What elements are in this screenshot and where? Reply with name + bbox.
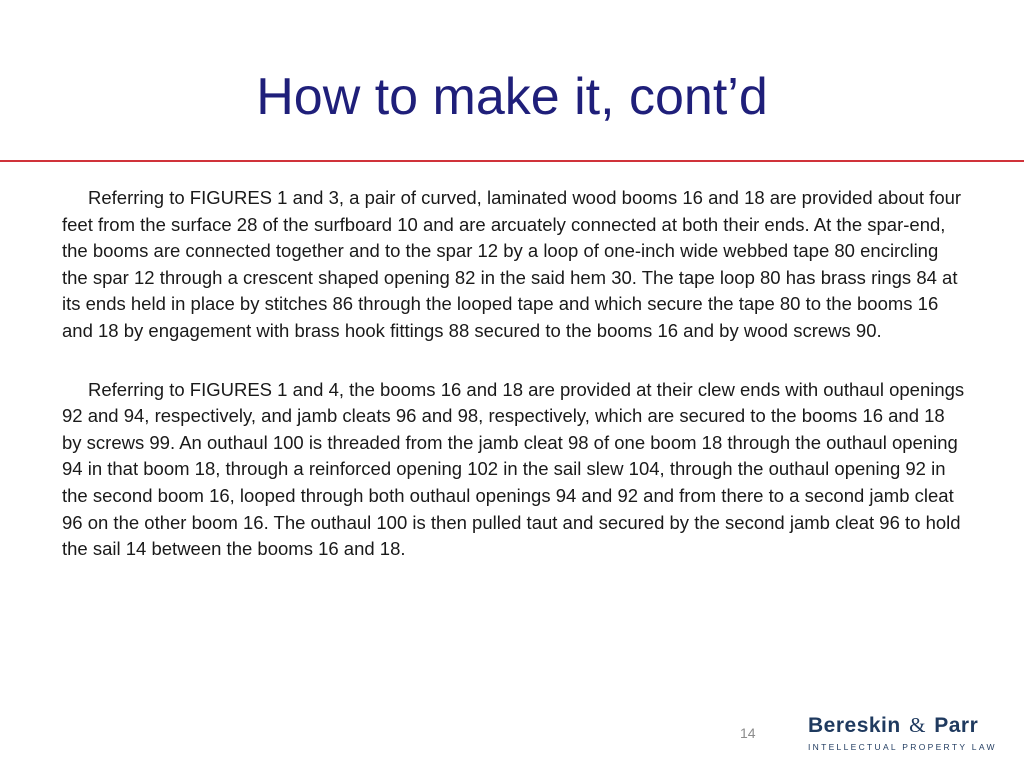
body-paragraph: Referring to FIGURES 1 and 4, the booms 16 and 18 are provided at their clew ends with outhaul openings 92 and 94, respectively, and jamb cleats 96 and 98, respectively, which are secured to the booms 16 and 18 by screws 99. An outhaul 100 is threaded from the jamb cleat 98 of one boom 18 through the outhaul opening 94 in that boom 18, through a reinforced opening 102 in the sail slew 104, through the outhaul opening 92 in the second boom 16, looped through both outhaul openings 94 and 92 and from there to a second jamb cleat 96 on the other boom 16. The outhaul 100 is then pulled taut and secured by the second jamb cleat 96 to hold the sail 14 between the booms 16 and 18. (62, 378, 965, 560)
body-paragraph: Referring to FIGURES 1 and 3, a pair of curved, laminated wood booms 16 and 18 are provided about four feet from the surface 28 of the surfboard 10 and are arcuately connected at both their ends. At the spar-end, the booms are connected together and to the spar 12 by a loop of one-inch wide webbed tape 80 encircling the spar 12 through a crescent shaped opening 82 in the said hem 30. The tape loop 80 has brass rings 84 at its ends held in place by stitches 86 through the looped tape and which secure the tape 80 to the booms 16 and 18 by engagement with brass hook fittings 88 secured to the booms 16 and by wood screws 90. (62, 187, 962, 341)
logo-name-part2: Parr (934, 714, 979, 737)
title-divider (0, 160, 1024, 162)
slide-title: How to make it, cont’d (256, 68, 768, 126)
logo-name-part1: Bereskin (808, 714, 901, 737)
company-logo (808, 713, 997, 752)
page-number: 14 (740, 725, 756, 741)
logo-ampersand: & (909, 713, 926, 737)
slide-body (62, 185, 966, 563)
logo-wordmark (808, 713, 979, 738)
logo-tagline: INTELLECTUAL PROPERTY LAW (808, 742, 997, 752)
